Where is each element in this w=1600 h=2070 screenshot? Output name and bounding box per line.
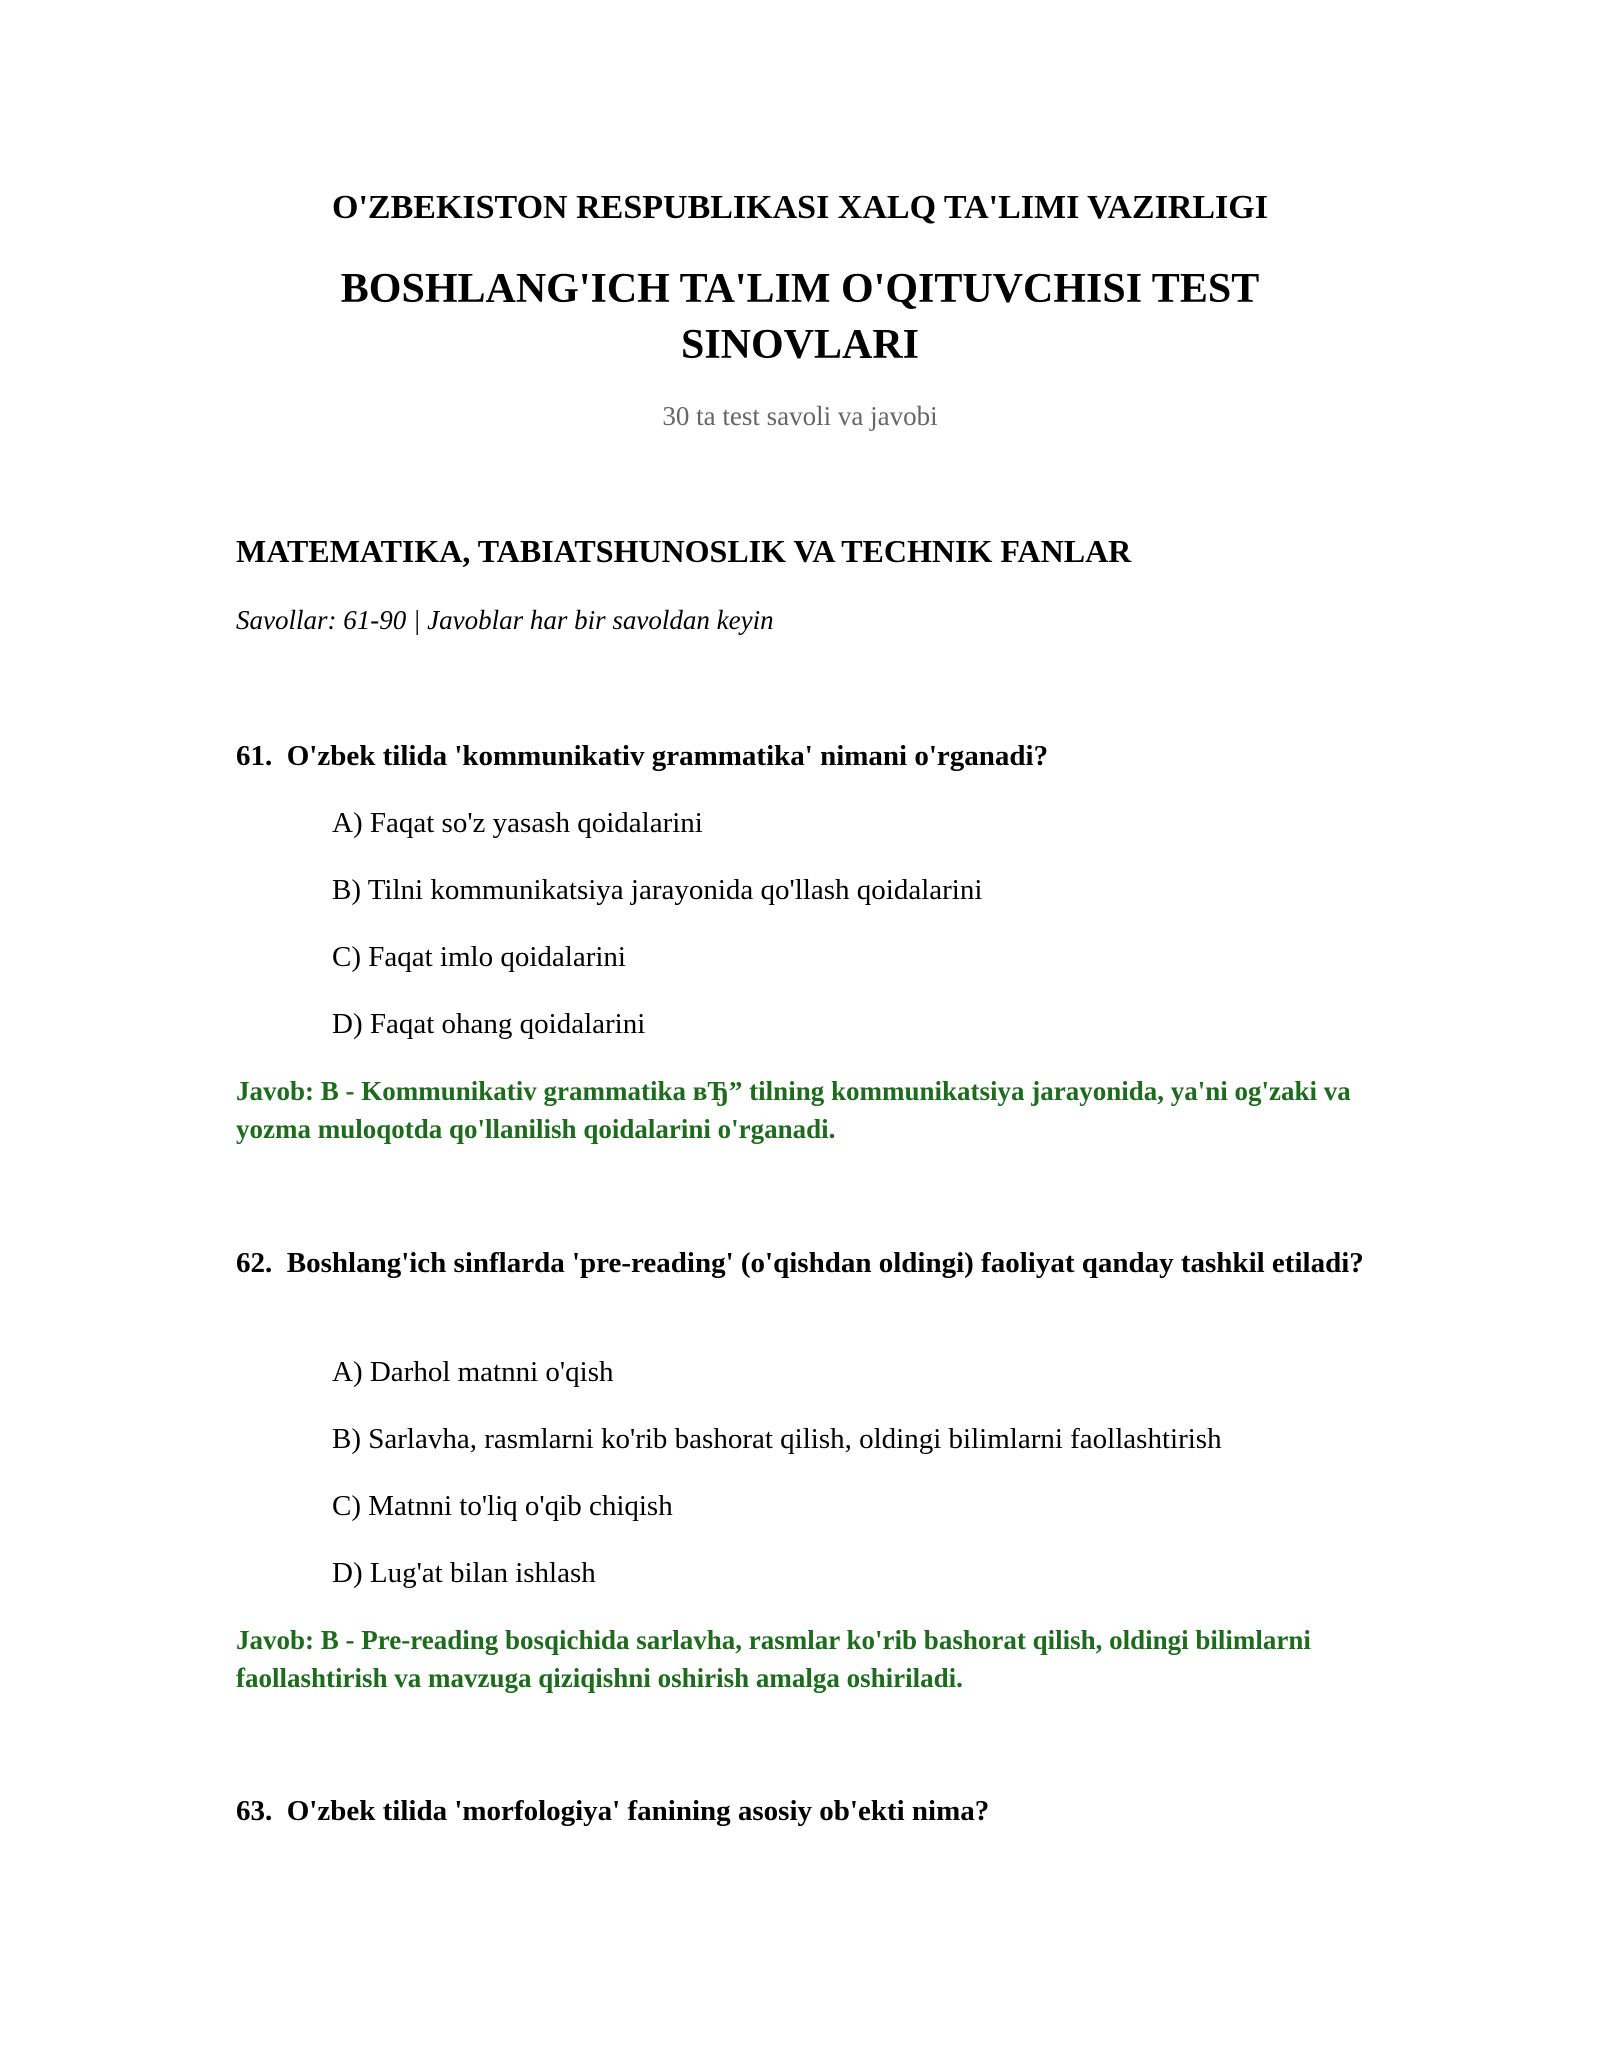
question-62 <box>236 1243 1366 1283</box>
ministry-heading: O'ZBEKISTON RESPUBLIKASI XALQ TA'LIMI VAZIRLIGI <box>332 189 1268 226</box>
question-63 <box>236 1791 1366 1831</box>
question-number: 63. <box>236 1795 273 1827</box>
option-c: C) Matnni to'liq o'qib chiqish <box>332 1490 673 1522</box>
option-b: B) Tilni kommunikatsiya jarayonida qo'llash qoidalarini <box>332 874 983 906</box>
option-a: A) Darhol matnni o'qish <box>332 1356 614 1388</box>
answer-61: Javob: B - Kommunikativ grammatika вЂ” tilning kommunikatsiya jarayonida, ya'ni og'zaki va yozma muloqotda qo'llanilish qoidalarini o'rganadi. <box>236 1076 1351 1144</box>
question-61 <box>236 736 1366 776</box>
answer-62: Javob: B - Pre-reading bosqichida sarlavha, rasmlar ko'rib bashorat qilish, oldingi bilimlarni faollashtirish va mavzuga qiziqishni oshirish amalga oshiriladi. <box>236 1625 1311 1693</box>
option-d: D) Faqat ohang qoidalarini <box>332 1008 646 1040</box>
option-c: C) Faqat imlo qoidalarini <box>332 941 626 973</box>
section-meta: Savollar: 61-90 | Javoblar har bir savoldan keyin <box>236 605 774 635</box>
option-d: D) Lug'at bilan ishlash <box>332 1557 596 1589</box>
question-text: O'zbek tilida 'kommunikativ grammatika' nimani o'rganadi? <box>286 740 1049 772</box>
question-number: 61. <box>236 740 273 772</box>
question-text: O'zbek tilida 'morfologiya' fanining asosiy ob'ekti nima? <box>286 1795 990 1827</box>
document-title: BOSHLANG'ICH TA'LIM O'QITUVCHISI TEST SINOVLARI <box>340 266 1260 368</box>
question-number: 62. <box>236 1247 273 1279</box>
section-title: MATEMATIKA, TABIATSHUNOSLIK VA TECHNIK FANLAR <box>236 533 1132 569</box>
option-b: B) Sarlavha, rasmlarni ko'rib bashorat qilish, oldingi bilimlarni faollashtirish <box>332 1423 1222 1455</box>
option-a: A) Faqat so'z yasash qoidalarini <box>332 807 703 839</box>
question-text: Boshlang'ich sinflarda 'pre-reading' (o'qishdan oldingi) faoliyat qanday tashkil etiladi? <box>286 1247 1364 1279</box>
document-subtitle: 30 ta test savoli va javobi <box>662 401 938 431</box>
